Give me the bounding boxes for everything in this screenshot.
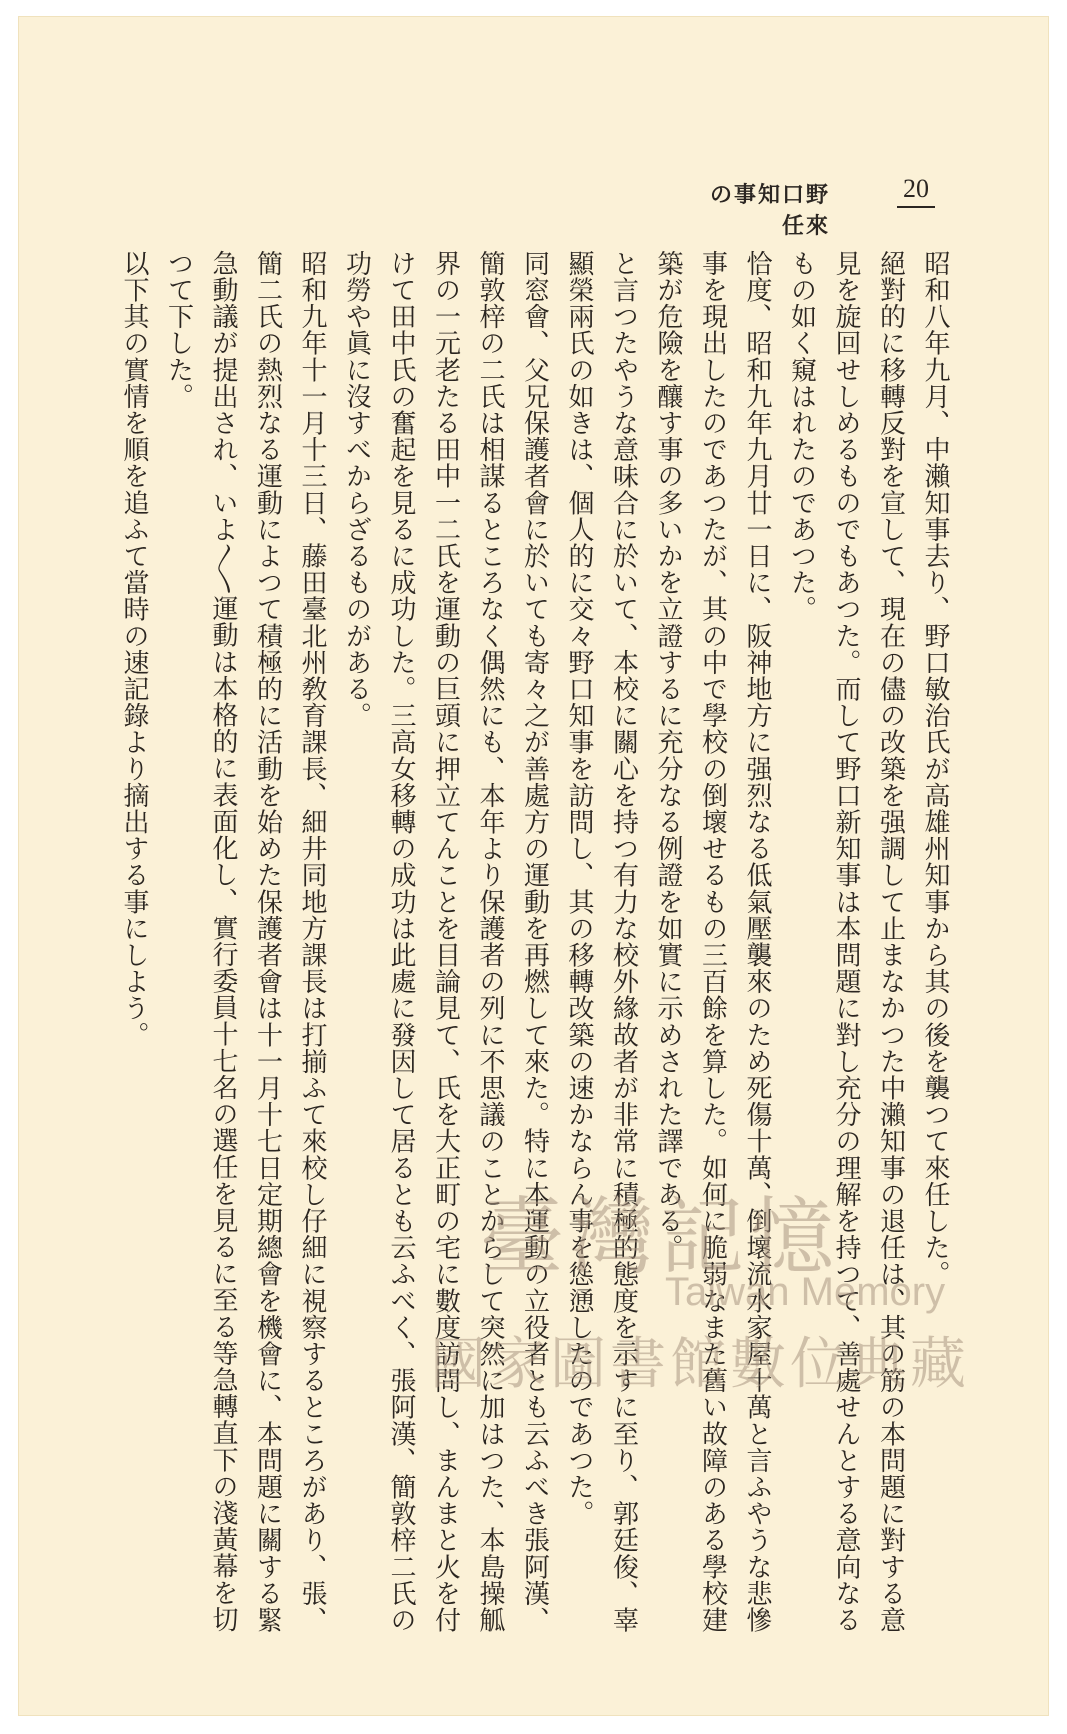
paragraph: 恰度、昭和九年九月廿一日に、阪神地方に强烈なる低氣壓襲來のため死傷十萬、倒壞流水家屋十萬と言ふやうな悲慘事を現出したのであつたが、其の中で學校の倒壞せるもの三百餘を算した。如何に脆弱なまた舊い故障のある學校建築が危險を釀す事の多いかを立證するに充分なる例證を如實に示めされた譯である。: [653, 250, 772, 1634]
paragraph: 昭和九年十一月十三日、藤田臺北州敎育課長、細井同地方課長は打揃ふて來校し仔細に視察するところがあり、張、簡二氏の熱烈なる運動によつて積極的に活動を始めた保護者會は十一月十七日定期總會を機會に、本問題に關する緊急動議が提出され、いよ〳〵運動は本格的に表面化し、實行委員十七名の選任を見るに至る等急轉直下の淺黃幕を切つて下した。: [163, 250, 327, 1634]
page-header: [690, 174, 945, 239]
paragraph: 以下其の實情を順を追ふて當時の速記錄より摘出する事にしよう。: [119, 250, 149, 1048]
vertical-body-text: [87, 224, 957, 1644]
paragraph: 同窓會、父兄保護者會に於いても寄々之が善處方の運動を再燃して來た。特に本運動の立役者とも云ふべき張阿漢、簡敦梓の二氏は相謀るところなく偶然にも、本年より保護者の列に不思議のことからして突然に加はつた、本島操觚界の一元老たる田中一二氏を運動の巨頭に押立てんことを目論見て、氏を大正町の宅に數度訪問し、まんまと火を付けて田中氏の奮起を見るに成功した。三高女移轉の成功は此處に發因して居るとも云ふべく、張阿漢、簡敦梓二氏の功勞や眞に沒すべからざるものがある。: [341, 250, 550, 1634]
watermark-library-text: 國家圖書館數位典藏: [430, 1332, 970, 1397]
watermark-chinese-text: 臺灣記憶: [480, 1188, 841, 1286]
paragraph: と言つたやうな意味合に於いて、本校に關心を持つ有力な校外緣故者が非常に積極的態度を示すに至り、郭廷俊、辜顯榮兩氏の如きは、個人的に交々野口知事を訪問し、其の移轉改築の速かならん事を慫慂したのであつた。: [564, 250, 639, 1634]
paragraph: 昭和八年九月、中瀨知事去り、野口敏治氏が高雄州知事から其の後を襲つて來任した。: [920, 250, 950, 1288]
running-title: 野口知事の來任: [709, 182, 830, 239]
page-number: 20: [897, 174, 935, 208]
paragraph: 絕對的に移轉反對を宣して、現在の儘の改築を强調して止まなかつた中瀨知事の退任は、其の筋の本問題に對する意見を旋回せしめるものでもあつた。而して野口新知事は本問題に對し充分の理解を持つて、善處せんとする意向なるもの如く窺はれたのであつた。: [786, 250, 906, 1634]
watermark-english-text: Taiwan Memory: [665, 1270, 946, 1314]
